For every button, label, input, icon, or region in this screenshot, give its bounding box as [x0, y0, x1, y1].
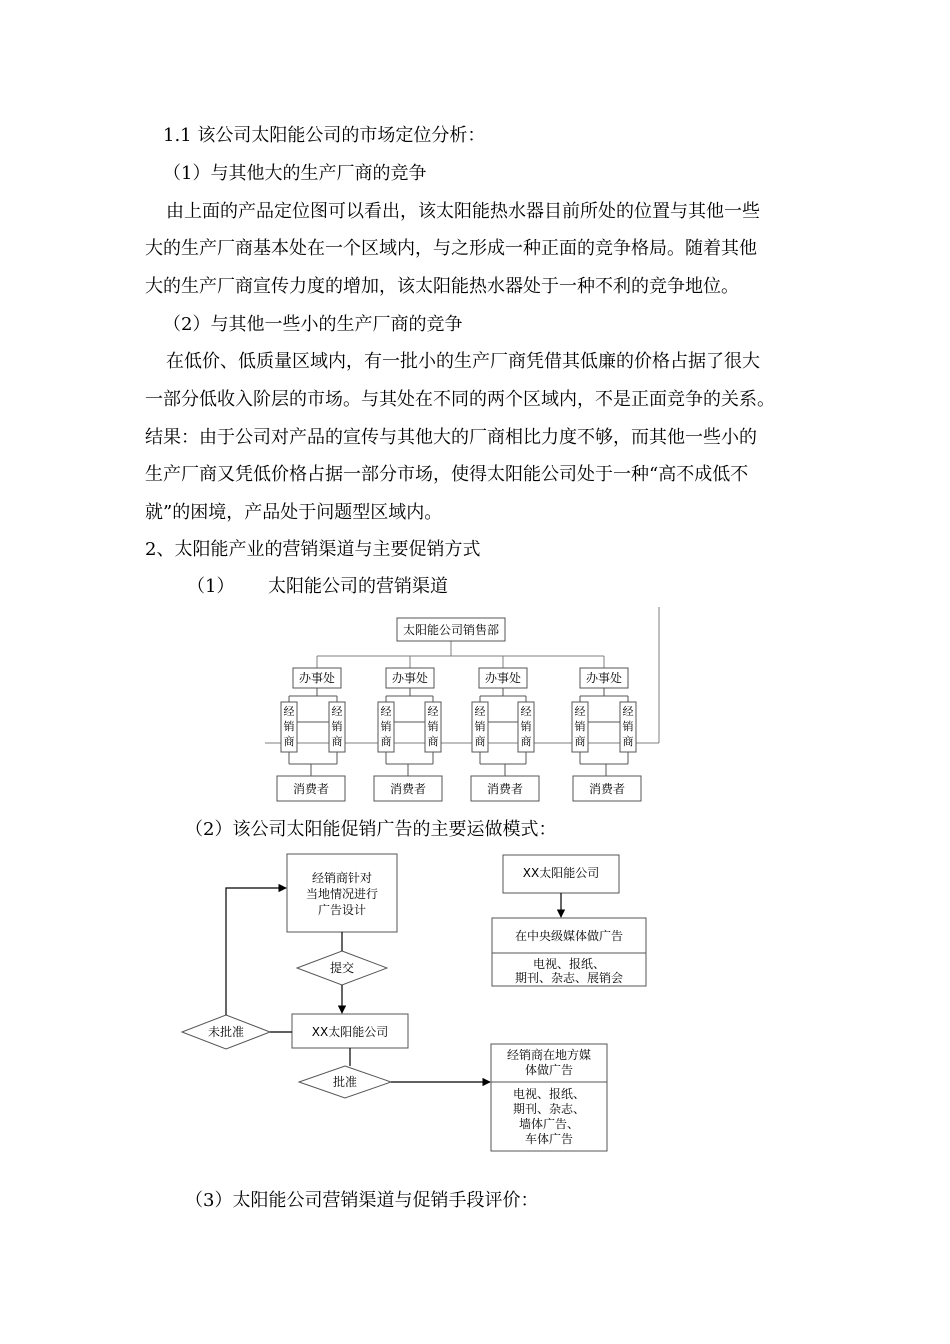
section-heading-2: 2、太阳能产业的营销渠道与主要促销方式 — [145, 539, 481, 560]
office-label: 办事处 — [391, 671, 429, 685]
subsection-number-1: （1） — [187, 576, 235, 597]
subsection-title-2: （2）与其他一些小的生产厂商的竞争 — [163, 314, 463, 335]
local-media-title: 体做广告 — [524, 1063, 574, 1077]
paragraph-line: 一部分低收入阶层的市场。与其处在不同的两个区域内，不是正面竞争的关系。 — [145, 389, 775, 410]
office-label: 办事处 — [585, 671, 623, 685]
dealer-label: 经 销 商 — [520, 705, 532, 748]
approved-label: 批准 — [332, 1075, 358, 1089]
paragraph-line: 生产厂商又凭低价格占据一部分市场，使得太阳能公司处于一种“高不成低不 — [145, 464, 749, 485]
dealer-label: 经 销 商 — [331, 705, 343, 748]
consumer-label: 消费者 — [389, 782, 427, 796]
office-label: 办事处 — [484, 671, 522, 685]
company-top-label: XX太阳能公司 — [522, 866, 600, 880]
subsection-title-evaluation: （3）太阳能公司营销渠道与促销手段评价： — [185, 1190, 539, 1211]
section-heading-1-1: 1.1 该公司太阳能公司的市场定位分析： — [163, 125, 486, 146]
subsection-title-channels: 太阳能公司的营销渠道 — [268, 576, 448, 597]
central-media-item: 期刊、杂志、展销会 — [514, 971, 624, 985]
central-media-item: 电视、报纸、 — [532, 957, 606, 971]
office-label: 办事处 — [298, 671, 336, 685]
org-root-label: 太阳能公司销售部 — [402, 623, 500, 637]
dealer-design-line: 经销商针对 — [311, 871, 373, 885]
dealer-label: 经 销 商 — [427, 705, 439, 748]
dealer-label: 经 销 商 — [574, 705, 586, 748]
dealer-label: 经 销 商 — [622, 705, 634, 748]
consumer-label: 消费者 — [486, 782, 524, 796]
paragraph-line: 结果：由于公司对产品的宣传与其他大的厂商相比力度不够，而其他一些小的 — [145, 427, 757, 448]
paragraph-line: 在低价、低质量区域内，有一批小的生产厂商凭借其低廉的价格占据了很大 — [166, 351, 760, 372]
subsection-title-1: （1）与其他大的生产厂商的竞争 — [163, 163, 427, 184]
local-media-item: 车体广告 — [524, 1132, 574, 1146]
dealer-label: 经 销 商 — [380, 705, 392, 748]
consumer-label: 消费者 — [292, 782, 330, 796]
dealer-label: 经 销 商 — [283, 705, 295, 748]
dealer-design-line: 当地情况进行 — [305, 887, 379, 901]
subsection-title-ad-model: （2）该公司太阳能促销广告的主要运做模式： — [185, 819, 557, 840]
central-media-title: 在中央级媒体做广告 — [514, 929, 624, 943]
consumer-label: 消费者 — [588, 782, 626, 796]
paragraph-line: 就”的困境，产品处于问题型区域内。 — [145, 502, 443, 523]
dealer-label: 经 销 商 — [474, 705, 486, 748]
paragraph-line: 大的生产厂商基本处在一个区域内，与之形成一种正面的竞争格局。随着其他 — [145, 238, 757, 259]
dealer-design-line: 广告设计 — [317, 903, 367, 917]
submit-label: 提交 — [329, 961, 355, 975]
local-media-title: 经销商在地方媒 — [506, 1048, 592, 1062]
paragraph-line: 由上面的产品定位图可以看出，该太阳能热水器目前所处的位置与其他一些 — [166, 201, 760, 222]
local-media-item: 电视、报纸、 — [512, 1087, 586, 1101]
local-media-item: 期刊、杂志、 — [512, 1102, 586, 1116]
local-media-item: 墙体广告、 — [518, 1117, 580, 1131]
paragraph-line: 大的生产厂商宣传力度的增加，该太阳能热水器处于一种不利的竞争地位。 — [145, 276, 739, 297]
company-mid-label: XX太阳能公司 — [311, 1025, 389, 1039]
not-approved-label: 未批准 — [207, 1025, 245, 1039]
